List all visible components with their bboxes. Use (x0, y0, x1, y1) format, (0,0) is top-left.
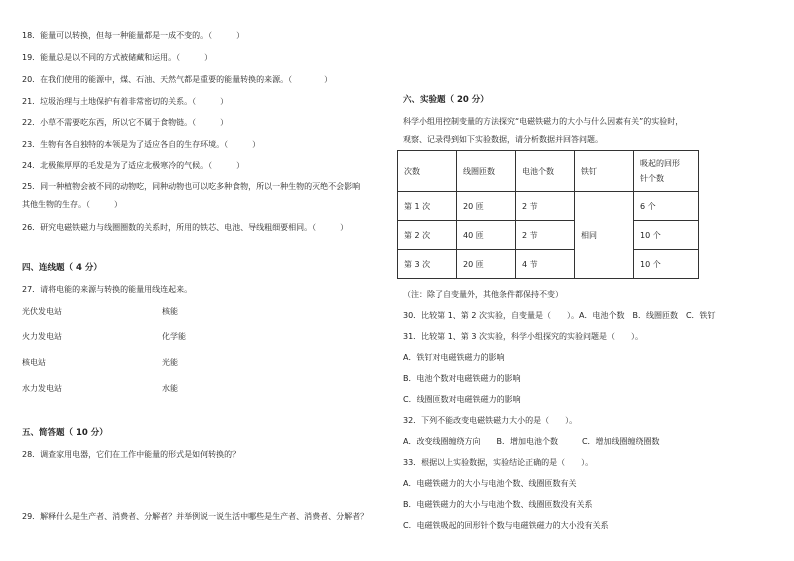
question-26: 26．研究电磁铁磁力与线圈圈数的关系时，所用的铁芯、电池、导线粗细要相同。（ ） (22, 223, 349, 232)
match-right-1: 核能 (162, 307, 178, 316)
experiment-intro-2: 观察、记录得到如下实验数据，请分析数据并回答问题。 (403, 135, 603, 144)
question-33-option-c: C．电磁铁吸起的回形针个数与电磁铁磁力的大小没有关系 (403, 521, 609, 530)
table-row (398, 250, 699, 279)
table-row (398, 192, 699, 221)
table-header: 次数 (398, 151, 457, 192)
table-header-row (398, 151, 699, 192)
match-left-2: 火力发电站 (22, 332, 62, 341)
table-cell: 2 节 (516, 192, 575, 221)
table-cell: 第 1 次 (398, 192, 457, 221)
table-header (634, 151, 699, 192)
question-28: 28．调查家用电器，它们在工作中能量的形式是如何转换的？ (22, 450, 241, 459)
table-header: 电池个数 (516, 151, 575, 192)
question-18: 18．能量可以转换，但每一种能量都是一成不变的。（ ） (22, 31, 245, 40)
question-30: 30．比较第 1、第 2 次实验，自变量是（ ）。A．电池个数 B．线圈匝数 C．铁钉 (403, 311, 716, 320)
match-right-3: 光能 (162, 358, 178, 367)
question-22: 22．小草不需要吃东西，所以它不属于食物链。（ ） (22, 118, 229, 127)
table-header: 线圈匝数 (457, 151, 516, 192)
table-cell-merged: 相同 (575, 192, 634, 279)
question-32: 32．下列不能改变电磁铁磁力大小的是（ ）。 (403, 416, 578, 425)
question-33-option-a: A．电磁铁磁力的大小与电池个数、线圈匝数有关 (403, 479, 577, 488)
question-31-option-a: A．铁钉对电磁铁磁力的影响 (403, 353, 505, 362)
match-left-1: 光伏发电站 (22, 307, 62, 316)
experiment-table (397, 150, 699, 279)
table-cell: 第 3 次 (398, 250, 457, 279)
table-cell: 6 个 (634, 192, 699, 221)
question-24: 24．北极熊厚厚的毛发是为了适应北极寒冷的气候。（ ） (22, 161, 245, 170)
experiment-intro-1: 科学小组用控制变量的方法探究“电磁铁磁力的大小与什么因素有关”的实验时， (403, 117, 684, 126)
table-cell: 40 匝 (457, 221, 516, 250)
question-29: 29．解释什么是生产者、消费者、分解者？并举例说一说生活中哪些是生产者、消费者、分解者？ (22, 512, 369, 521)
table-cell: 20 匝 (457, 192, 516, 221)
match-left-4: 水力发电站 (22, 384, 62, 393)
section-6-title: 六、实验题（ 20 分） (403, 95, 489, 105)
question-27: 27．请将电能的来源与转换的能量用线连起来。 (22, 285, 193, 294)
question-33: 33．根据以上实验数据，实验结论正确的是（ ）。 (403, 458, 594, 467)
table-cell: 10 个 (634, 250, 699, 279)
question-31-option-b: B．电池个数对电磁铁磁力的影响 (403, 374, 521, 383)
match-right-4: 水能 (162, 384, 178, 393)
table-row (398, 221, 699, 250)
question-32-options: A．改变线圈缠绕方向 B．增加电池个数 C．增加线圈缠绕圈数 (403, 437, 660, 446)
table-header-line: 吸起的回形 (640, 159, 680, 168)
question-31: 31．比较第 1、第 3 次实验，科学小组探究的实验问题是（ ）。 (403, 332, 643, 341)
question-23: 23．生物有各自独特的本领是为了适应各自的生存环境。（ ） (22, 140, 261, 149)
table-cell: 20 匝 (457, 250, 516, 279)
match-left-3: 核电站 (22, 358, 46, 367)
match-right-2: 化学能 (162, 332, 186, 341)
question-25-cont: 其他生物的生存。（ ） (22, 200, 122, 209)
question-25: 25．同一种植物会被不同的动物吃，同种动物也可以吃多种食物，所以一种生物的灭绝不会影响 (22, 182, 361, 191)
table-cell: 第 2 次 (398, 221, 457, 250)
question-19: 19．能量总是以不同的方式被储藏和运用。（ ） (22, 53, 213, 62)
question-33-option-b: B．电磁铁磁力的大小与电池个数、线圈匝数没有关系 (403, 500, 593, 509)
table-cell: 4 节 (516, 250, 575, 279)
question-31-option-c: C．线圈匝数对电磁铁磁力的影响 (403, 395, 521, 404)
table-note: （注：除了自变量外，其他条件都保持不变） (403, 290, 563, 299)
table-header-line: 针个数 (640, 174, 664, 183)
table-cell: 10 个 (634, 221, 699, 250)
question-21: 21．垃圾治理与土地保护有着非常密切的关系。（ ） (22, 97, 229, 106)
question-20: 20．在我们使用的能源中，煤、石油、天然气都是重要的能量转换的来源。（ ） (22, 75, 333, 84)
table-cell: 2 节 (516, 221, 575, 250)
table-header: 铁钉 (575, 151, 634, 192)
section-4-title: 四、连线题（ 4 分） (22, 263, 102, 273)
section-5-title: 五、简答题（ 10 分） (22, 428, 108, 438)
